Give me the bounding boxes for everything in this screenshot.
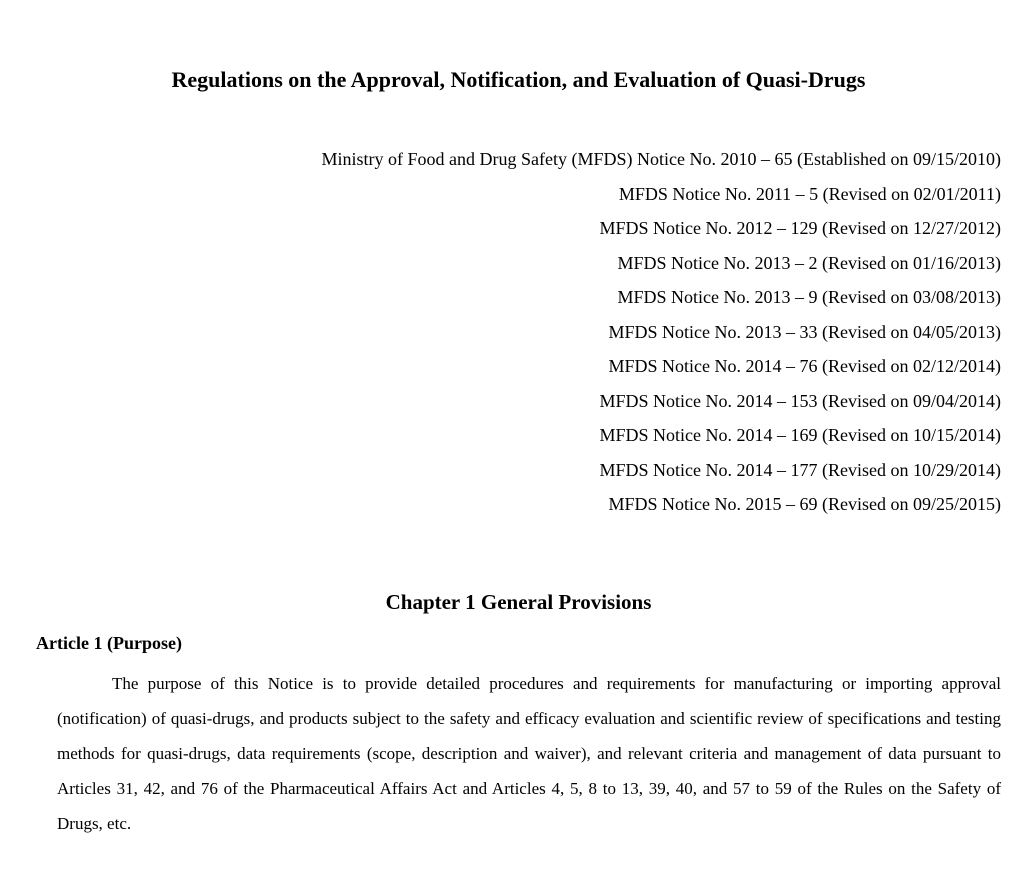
chapter-heading: Chapter 1 General Provisions (385, 589, 652, 614)
notice-history-line: MFDS Notice No. 2014 – 153 (Revised on 09/04/2014) (599, 390, 1001, 411)
article-heading: Article 1 (Purpose) (36, 632, 182, 653)
notice-history-line: MFDS Notice No. 2014 – 177 (Revised on 10/29/2014) (599, 459, 1001, 480)
notice-history-line: MFDS Notice No. 2011 – 5 (Revised on 02/01/2011) (618, 183, 1001, 204)
notice-history-line: MFDS Notice No. 2014 – 76 (Revised on 02/12/2014) (608, 356, 1001, 376)
notice-history-list (36, 142, 1001, 522)
notice-history-line: MFDS Notice No. 2014 – 169 (Revised on 10/15/2014) (599, 425, 1001, 445)
notice-history-line: MFDS Notice No. 2013 – 2 (Revised on 01/16/2013) (617, 252, 1001, 273)
notice-history-line: Ministry of Food and Drug Safety (MFDS) Notice No. 2010 – 65 (Established on 09/15/2010) (321, 149, 1001, 169)
notice-history-line: MFDS Notice No. 2013 – 9 (Revised on 03/08/2013) (617, 287, 1001, 307)
notice-history-line: MFDS Notice No. 2015 – 69 (Revised on 09/25/2015) (608, 494, 1001, 514)
notice-history-line: MFDS Notice No. 2013 – 33 (Revised on 04/05/2013) (608, 321, 1001, 342)
notice-history-line: MFDS Notice No. 2012 – 129 (Revised on 12/27/2012) (599, 218, 1001, 238)
article-body-paragraph: The purpose of this Notice is to provide detailed procedures and requirements for manufacturing or importing approval (notification) of quasi-drugs, and products subject to the safety and efficacy evaluation and scientific review of specifications and testing methods for quasi-drugs, data requirements (scope, description and waiver), and relevant criteria and management of data pursuant to Articles 31, 42, and 76 of the Pharmaceutical Affairs Act and Articles 4, 5, 8 to 13, 39, 40, and 57 to 59 of the Rules on the Safety of Drugs, etc. (57, 673, 1001, 833)
document-title: Regulations on the Approval, Notification, and Evaluation of Quasi-Drugs (171, 67, 866, 92)
